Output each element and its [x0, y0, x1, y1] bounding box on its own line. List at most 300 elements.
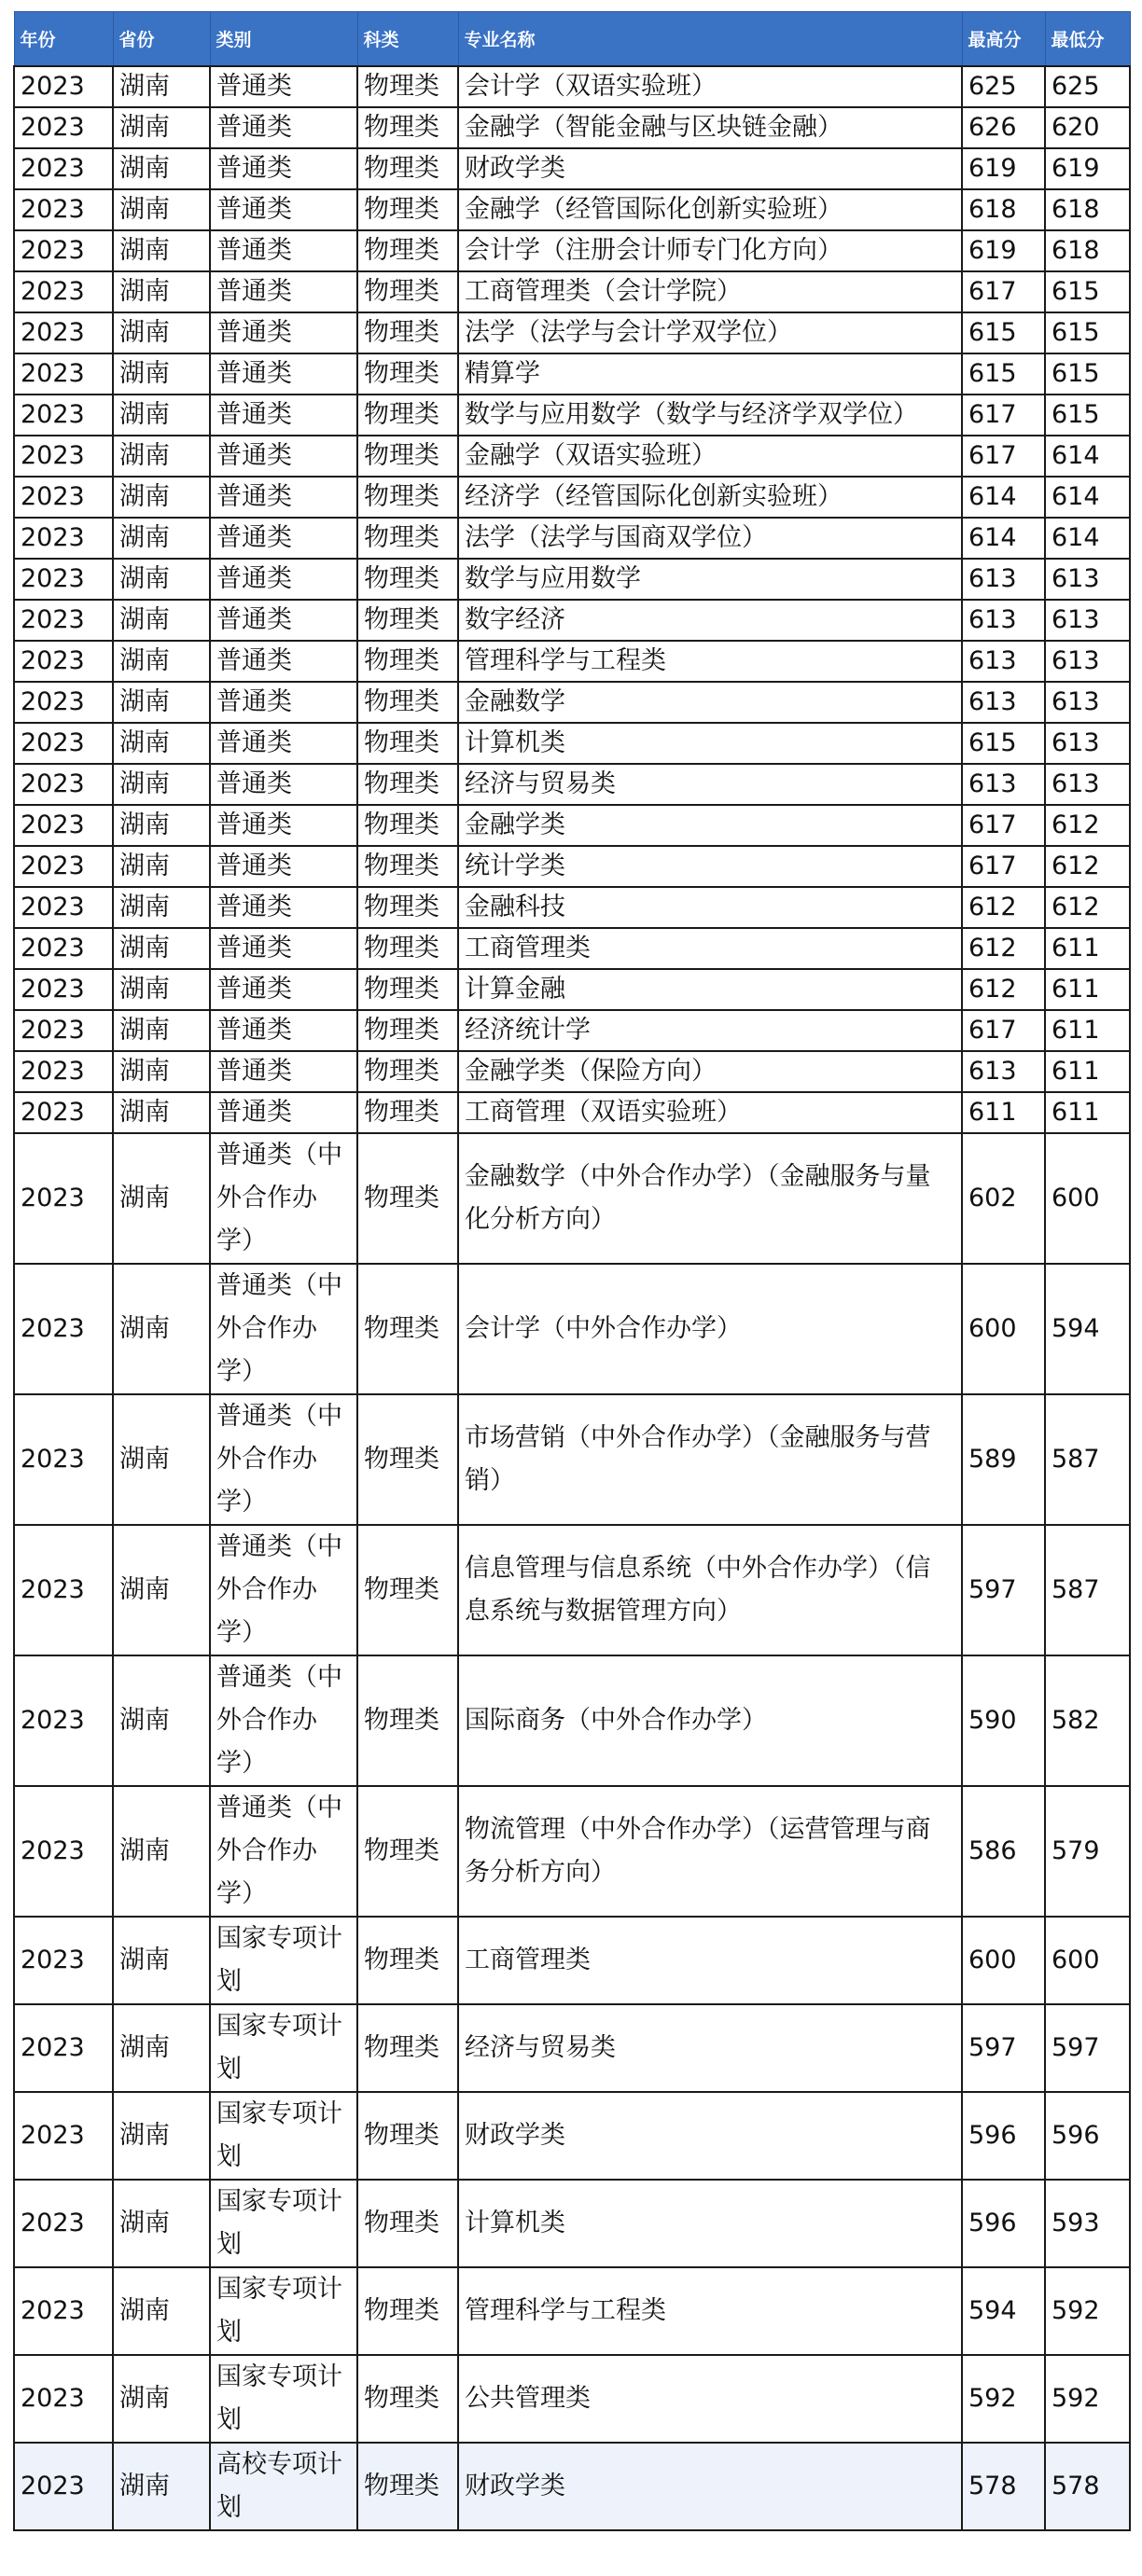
cell-year: 2023 — [14, 887, 113, 928]
table-row — [14, 1010, 1130, 1051]
table-body — [14, 66, 1130, 2530]
cell-category: 普通类（中外合作办学） — [210, 1655, 357, 1786]
cell-year: 2023 — [14, 600, 113, 641]
cell-province: 湖南 — [113, 723, 210, 764]
table-row — [14, 887, 1130, 928]
cell-province: 湖南 — [113, 1051, 210, 1092]
cell-min-score: 614 — [1045, 436, 1130, 477]
cell-category: 普通类（中外合作办学） — [210, 1525, 357, 1655]
cell-subject: 物理类 — [357, 1525, 458, 1655]
cell-max-score: 597 — [962, 2004, 1045, 2092]
cell-province: 湖南 — [113, 1133, 210, 1264]
cell-category: 普通类 — [210, 641, 357, 682]
header-subject: 科类 — [357, 12, 458, 67]
cell-major: 法学（法学与会计学双学位） — [458, 312, 962, 353]
cell-province: 湖南 — [113, 2443, 210, 2530]
cell-category: 普通类 — [210, 436, 357, 477]
cell-year: 2023 — [14, 969, 113, 1010]
cell-major: 金融学类 — [458, 805, 962, 846]
cell-min-score: 613 — [1045, 723, 1130, 764]
cell-category: 普通类 — [210, 66, 357, 107]
cell-min-score: 625 — [1045, 66, 1130, 107]
cell-province: 湖南 — [113, 764, 210, 805]
table-row — [14, 353, 1130, 395]
cell-province: 湖南 — [113, 107, 210, 148]
cell-province: 湖南 — [113, 969, 210, 1010]
cell-min-score: 611 — [1045, 928, 1130, 969]
cell-province: 湖南 — [113, 2355, 210, 2443]
cell-subject: 物理类 — [357, 230, 458, 271]
cell-max-score: 600 — [962, 1264, 1045, 1394]
table-row — [14, 846, 1130, 887]
cell-year: 2023 — [14, 436, 113, 477]
cell-year: 2023 — [14, 1525, 113, 1655]
cell-province: 湖南 — [113, 1092, 210, 1133]
cell-max-score: 578 — [962, 2443, 1045, 2530]
cell-province: 湖南 — [113, 2180, 210, 2267]
cell-subject: 物理类 — [357, 312, 458, 353]
table-row — [14, 1786, 1130, 1917]
cell-major: 金融学类（保险方向） — [458, 1051, 962, 1092]
cell-province: 湖南 — [113, 1394, 210, 1525]
cell-category: 普通类 — [210, 395, 357, 436]
cell-province: 湖南 — [113, 2004, 210, 2092]
cell-min-score: 613 — [1045, 559, 1130, 600]
table-row — [14, 1917, 1130, 2004]
cell-major: 工商管理类（会计学院） — [458, 271, 962, 312]
cell-year: 2023 — [14, 1917, 113, 2004]
cell-subject: 物理类 — [357, 559, 458, 600]
cell-major: 经济统计学 — [458, 1010, 962, 1051]
cell-category: 普通类 — [210, 148, 357, 189]
table-row — [14, 189, 1130, 230]
cell-min-score: 613 — [1045, 764, 1130, 805]
cell-max-score: 614 — [962, 518, 1045, 559]
cell-min-score: 579 — [1045, 1786, 1130, 1917]
cell-min-score: 611 — [1045, 1051, 1130, 1092]
cell-province: 湖南 — [113, 436, 210, 477]
cell-year: 2023 — [14, 928, 113, 969]
table-row — [14, 477, 1130, 518]
cell-subject: 物理类 — [357, 1010, 458, 1051]
cell-province: 湖南 — [113, 559, 210, 600]
cell-category: 普通类 — [210, 723, 357, 764]
cell-subject: 物理类 — [357, 2092, 458, 2180]
header-row — [14, 12, 1130, 67]
cell-min-score: 618 — [1045, 230, 1130, 271]
header-category: 类别 — [210, 12, 357, 67]
cell-min-score: 593 — [1045, 2180, 1130, 2267]
cell-province: 湖南 — [113, 805, 210, 846]
cell-major: 金融学（双语实验班） — [458, 436, 962, 477]
cell-province: 湖南 — [113, 66, 210, 107]
cell-subject: 物理类 — [357, 395, 458, 436]
cell-min-score: 614 — [1045, 518, 1130, 559]
header-min-score: 最低分 — [1045, 12, 1130, 67]
cell-province: 湖南 — [113, 518, 210, 559]
cell-category: 普通类 — [210, 887, 357, 928]
cell-major: 统计学类 — [458, 846, 962, 887]
table-row — [14, 764, 1130, 805]
cell-province: 湖南 — [113, 846, 210, 887]
cell-min-score: 615 — [1045, 353, 1130, 395]
cell-category: 普通类 — [210, 477, 357, 518]
cell-major: 法学（法学与国商双学位） — [458, 518, 962, 559]
cell-major: 会计学（双语实验班） — [458, 66, 962, 107]
cell-max-score: 614 — [962, 477, 1045, 518]
table-row — [14, 271, 1130, 312]
cell-major: 财政学类 — [458, 148, 962, 189]
cell-year: 2023 — [14, 764, 113, 805]
cell-province: 湖南 — [113, 2092, 210, 2180]
cell-max-score: 612 — [962, 969, 1045, 1010]
cell-subject: 物理类 — [357, 2267, 458, 2355]
table-row — [14, 2180, 1130, 2267]
cell-year: 2023 — [14, 477, 113, 518]
cell-subject: 物理类 — [357, 1264, 458, 1394]
cell-category: 普通类 — [210, 805, 357, 846]
cell-max-score: 626 — [962, 107, 1045, 148]
cell-major: 市场营销（中外合作办学）（金融服务与营销） — [458, 1394, 962, 1525]
cell-major: 物流管理（中外合作办学）（运营管理与商务分析方向） — [458, 1786, 962, 1917]
cell-major: 计算金融 — [458, 969, 962, 1010]
cell-max-score: 613 — [962, 641, 1045, 682]
cell-max-score: 590 — [962, 1655, 1045, 1786]
cell-major: 工商管理类 — [458, 1917, 962, 2004]
cell-major: 计算机类 — [458, 2180, 962, 2267]
cell-max-score: 615 — [962, 723, 1045, 764]
cell-category: 高校专项计划 — [210, 2443, 357, 2530]
cell-province: 湖南 — [113, 600, 210, 641]
cell-max-score: 619 — [962, 230, 1045, 271]
cell-province: 湖南 — [113, 1264, 210, 1394]
cell-min-score: 587 — [1045, 1525, 1130, 1655]
cell-year: 2023 — [14, 148, 113, 189]
cell-year: 2023 — [14, 641, 113, 682]
cell-subject: 物理类 — [357, 1655, 458, 1786]
cell-province: 湖南 — [113, 682, 210, 723]
cell-subject: 物理类 — [357, 1133, 458, 1264]
cell-category: 国家专项计划 — [210, 1917, 357, 2004]
cell-year: 2023 — [14, 2267, 113, 2355]
cell-min-score: 592 — [1045, 2355, 1130, 2443]
cell-year: 2023 — [14, 2004, 113, 2092]
cell-min-score: 612 — [1045, 846, 1130, 887]
cell-year: 2023 — [14, 1133, 113, 1264]
cell-min-score: 613 — [1045, 682, 1130, 723]
cell-year: 2023 — [14, 1051, 113, 1092]
cell-subject: 物理类 — [357, 1394, 458, 1525]
table-row — [14, 600, 1130, 641]
cell-category: 普通类 — [210, 600, 357, 641]
cell-subject: 物理类 — [357, 518, 458, 559]
cell-category: 普通类 — [210, 518, 357, 559]
header-province: 省份 — [113, 12, 210, 67]
cell-max-score: 617 — [962, 395, 1045, 436]
cell-year: 2023 — [14, 1655, 113, 1786]
cell-max-score: 594 — [962, 2267, 1045, 2355]
table-row — [14, 436, 1130, 477]
table-row — [14, 1051, 1130, 1092]
cell-max-score: 602 — [962, 1133, 1045, 1264]
cell-major: 金融学（智能金融与区块链金融） — [458, 107, 962, 148]
table-row — [14, 2355, 1130, 2443]
cell-province: 湖南 — [113, 2267, 210, 2355]
cell-category: 普通类 — [210, 230, 357, 271]
cell-category: 国家专项计划 — [210, 2092, 357, 2180]
cell-major: 经济学（经管国际化创新实验班） — [458, 477, 962, 518]
cell-min-score: 620 — [1045, 107, 1130, 148]
cell-province: 湖南 — [113, 1010, 210, 1051]
cell-province: 湖南 — [113, 887, 210, 928]
cell-major: 信息管理与信息系统（中外合作办学）（信息系统与数据管理方向） — [458, 1525, 962, 1655]
cell-max-score: 613 — [962, 559, 1045, 600]
cell-year: 2023 — [14, 2092, 113, 2180]
cell-min-score: 592 — [1045, 2267, 1130, 2355]
cell-category: 普通类（中外合作办学） — [210, 1133, 357, 1264]
cell-subject: 物理类 — [357, 723, 458, 764]
table-row — [14, 682, 1130, 723]
cell-year: 2023 — [14, 1786, 113, 1917]
cell-min-score: 582 — [1045, 1655, 1130, 1786]
cell-major: 金融数学 — [458, 682, 962, 723]
cell-subject: 物理类 — [357, 928, 458, 969]
table-row — [14, 1092, 1130, 1133]
cell-subject: 物理类 — [357, 189, 458, 230]
cell-subject: 物理类 — [357, 353, 458, 395]
cell-max-score: 597 — [962, 1525, 1045, 1655]
table-row — [14, 148, 1130, 189]
cell-min-score: 597 — [1045, 2004, 1130, 2092]
cell-province: 湖南 — [113, 928, 210, 969]
cell-major: 管理科学与工程类 — [458, 2267, 962, 2355]
cell-year: 2023 — [14, 518, 113, 559]
cell-major: 经济与贸易类 — [458, 2004, 962, 2092]
cell-category: 普通类 — [210, 1092, 357, 1133]
cell-max-score: 619 — [962, 148, 1045, 189]
table-row — [14, 230, 1130, 271]
cell-category: 普通类 — [210, 353, 357, 395]
table-row — [14, 2267, 1130, 2355]
cell-major: 金融科技 — [458, 887, 962, 928]
cell-year: 2023 — [14, 682, 113, 723]
cell-province: 湖南 — [113, 477, 210, 518]
cell-min-score: 613 — [1045, 641, 1130, 682]
cell-major: 数学与应用数学 — [458, 559, 962, 600]
cell-subject: 物理类 — [357, 2355, 458, 2443]
cell-province: 湖南 — [113, 271, 210, 312]
cell-subject: 物理类 — [357, 148, 458, 189]
cell-category: 普通类 — [210, 189, 357, 230]
cell-year: 2023 — [14, 271, 113, 312]
cell-subject: 物理类 — [357, 436, 458, 477]
table-row — [14, 395, 1130, 436]
cell-major: 金融数学（中外合作办学）（金融服务与量化分析方向） — [458, 1133, 962, 1264]
cell-major: 经济与贸易类 — [458, 764, 962, 805]
cell-major: 公共管理类 — [458, 2355, 962, 2443]
cell-max-score: 617 — [962, 1010, 1045, 1051]
cell-max-score: 589 — [962, 1394, 1045, 1525]
cell-subject: 物理类 — [357, 2004, 458, 2092]
cell-category: 普通类（中外合作办学） — [210, 1394, 357, 1525]
cell-max-score: 611 — [962, 1092, 1045, 1133]
cell-max-score: 586 — [962, 1786, 1045, 1917]
header-major: 专业名称 — [458, 12, 962, 67]
cell-province: 湖南 — [113, 395, 210, 436]
cell-max-score: 596 — [962, 2180, 1045, 2267]
cell-province: 湖南 — [113, 353, 210, 395]
cell-subject: 物理类 — [357, 271, 458, 312]
cell-year: 2023 — [14, 1264, 113, 1394]
cell-min-score: 612 — [1045, 887, 1130, 928]
cell-major: 计算机类 — [458, 723, 962, 764]
table-row — [14, 1394, 1130, 1525]
cell-subject: 物理类 — [357, 1917, 458, 2004]
table-row — [14, 805, 1130, 846]
cell-min-score: 587 — [1045, 1394, 1130, 1525]
cell-max-score: 617 — [962, 805, 1045, 846]
table-row — [14, 2004, 1130, 2092]
cell-category: 普通类（中外合作办学） — [210, 1264, 357, 1394]
cell-year: 2023 — [14, 559, 113, 600]
cell-major: 数学与应用数学（数学与经济学双学位） — [458, 395, 962, 436]
cell-category: 普通类 — [210, 271, 357, 312]
cell-category: 普通类（中外合作办学） — [210, 1786, 357, 1917]
table-row — [14, 107, 1130, 148]
cell-category: 普通类 — [210, 682, 357, 723]
cell-min-score: 600 — [1045, 1133, 1130, 1264]
cell-province: 湖南 — [113, 189, 210, 230]
admission-scores-table-container — [13, 11, 1129, 2531]
cell-max-score: 612 — [962, 928, 1045, 969]
cell-category: 普通类 — [210, 764, 357, 805]
cell-year: 2023 — [14, 2355, 113, 2443]
table-row — [14, 969, 1130, 1010]
cell-year: 2023 — [14, 66, 113, 107]
cell-year: 2023 — [14, 2443, 113, 2530]
cell-year: 2023 — [14, 1092, 113, 1133]
cell-province: 湖南 — [113, 1786, 210, 1917]
cell-major: 会计学（注册会计师专门化方向） — [458, 230, 962, 271]
cell-subject: 物理类 — [357, 1786, 458, 1917]
cell-major: 会计学（中外合作办学） — [458, 1264, 962, 1394]
cell-year: 2023 — [14, 107, 113, 148]
cell-min-score: 614 — [1045, 477, 1130, 518]
cell-province: 湖南 — [113, 148, 210, 189]
cell-max-score: 592 — [962, 2355, 1045, 2443]
table-row — [14, 1655, 1130, 1786]
cell-year: 2023 — [14, 189, 113, 230]
cell-category: 普通类 — [210, 969, 357, 1010]
cell-major: 财政学类 — [458, 2443, 962, 2530]
cell-min-score: 611 — [1045, 1010, 1130, 1051]
cell-category: 普通类 — [210, 312, 357, 353]
cell-min-score: 613 — [1045, 600, 1130, 641]
cell-max-score: 617 — [962, 271, 1045, 312]
cell-category: 普通类 — [210, 559, 357, 600]
cell-province: 湖南 — [113, 641, 210, 682]
cell-major: 工商管理（双语实验班） — [458, 1092, 962, 1133]
cell-major: 数字经济 — [458, 600, 962, 641]
cell-province: 湖南 — [113, 312, 210, 353]
cell-province: 湖南 — [113, 230, 210, 271]
cell-subject: 物理类 — [357, 1051, 458, 1092]
cell-min-score: 619 — [1045, 148, 1130, 189]
cell-max-score: 596 — [962, 2092, 1045, 2180]
cell-max-score: 600 — [962, 1917, 1045, 2004]
cell-year: 2023 — [14, 230, 113, 271]
cell-year: 2023 — [14, 2180, 113, 2267]
table-row — [14, 928, 1130, 969]
cell-major: 管理科学与工程类 — [458, 641, 962, 682]
cell-max-score: 617 — [962, 846, 1045, 887]
cell-province: 湖南 — [113, 1525, 210, 1655]
cell-min-score: 594 — [1045, 1264, 1130, 1394]
cell-province: 湖南 — [113, 1917, 210, 2004]
cell-subject: 物理类 — [357, 764, 458, 805]
cell-subject: 物理类 — [357, 641, 458, 682]
cell-max-score: 625 — [962, 66, 1045, 107]
cell-subject: 物理类 — [357, 107, 458, 148]
cell-max-score: 613 — [962, 1051, 1045, 1092]
cell-year: 2023 — [14, 846, 113, 887]
table-row — [14, 1525, 1130, 1655]
cell-subject: 物理类 — [357, 600, 458, 641]
cell-major: 国际商务（中外合作办学） — [458, 1655, 962, 1786]
cell-province: 湖南 — [113, 1655, 210, 1786]
cell-subject: 物理类 — [357, 2180, 458, 2267]
cell-subject: 物理类 — [357, 1092, 458, 1133]
cell-min-score: 618 — [1045, 189, 1130, 230]
cell-subject: 物理类 — [357, 2443, 458, 2530]
cell-min-score: 596 — [1045, 2092, 1130, 2180]
cell-subject: 物理类 — [357, 805, 458, 846]
cell-max-score: 612 — [962, 887, 1045, 928]
table-row — [14, 312, 1130, 353]
cell-min-score: 600 — [1045, 1917, 1130, 2004]
table-row — [14, 2443, 1130, 2530]
cell-year: 2023 — [14, 723, 113, 764]
cell-category: 普通类 — [210, 1051, 357, 1092]
cell-category: 普通类 — [210, 107, 357, 148]
cell-category: 国家专项计划 — [210, 2267, 357, 2355]
cell-max-score: 615 — [962, 312, 1045, 353]
table-row — [14, 1264, 1130, 1394]
table-row — [14, 1133, 1130, 1264]
cell-max-score: 613 — [962, 764, 1045, 805]
cell-category: 国家专项计划 — [210, 2355, 357, 2443]
table-row — [14, 559, 1130, 600]
cell-min-score: 615 — [1045, 271, 1130, 312]
cell-max-score: 613 — [962, 600, 1045, 641]
cell-max-score: 615 — [962, 353, 1045, 395]
cell-max-score: 617 — [962, 436, 1045, 477]
header-year: 年份 — [14, 12, 113, 67]
cell-major: 精算学 — [458, 353, 962, 395]
cell-major: 金融学（经管国际化创新实验班） — [458, 189, 962, 230]
cell-min-score: 611 — [1045, 969, 1130, 1010]
table-row — [14, 723, 1130, 764]
cell-category: 普通类 — [210, 1010, 357, 1051]
cell-category: 国家专项计划 — [210, 2180, 357, 2267]
cell-max-score: 613 — [962, 682, 1045, 723]
cell-year: 2023 — [14, 353, 113, 395]
cell-min-score: 611 — [1045, 1092, 1130, 1133]
cell-category: 普通类 — [210, 928, 357, 969]
cell-year: 2023 — [14, 1010, 113, 1051]
table-header — [14, 12, 1130, 67]
cell-year: 2023 — [14, 1394, 113, 1525]
